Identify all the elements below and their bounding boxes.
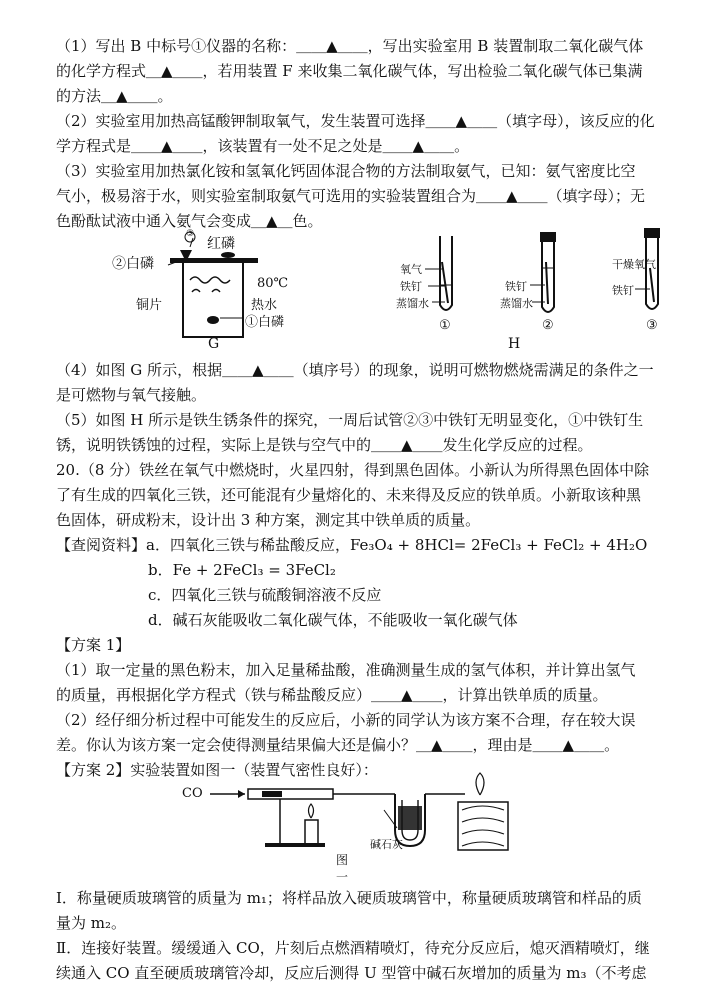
label: 干燥氧气 bbox=[612, 258, 656, 271]
label: 铁钉 bbox=[505, 280, 527, 293]
figure-caption: 图一 bbox=[336, 853, 349, 884]
text-line: 气小，极易溶于水，则实验室制取氨气可选用的实验装置组合为＿＿▲＿＿（填字母）；无 bbox=[56, 187, 646, 205]
text-line: （4）如图 G 所示，根据＿＿▲＿＿（填序号）的现象，说明可燃物燃烧需满足的条件之一 bbox=[56, 361, 654, 379]
label: 铁钉 bbox=[400, 280, 422, 293]
text-line: 量为 m₂。 bbox=[56, 914, 127, 932]
label: 80℃ bbox=[257, 276, 289, 291]
text-line: 锈，说明铁锈蚀的过程，实际上是铁与空气中的＿＿▲＿＿发生化学反应的过程。 bbox=[56, 436, 593, 454]
label: 碱石灰 bbox=[370, 838, 403, 851]
figure-caption: G bbox=[208, 336, 220, 352]
label: 蒸馏水 bbox=[500, 297, 533, 310]
label: 蒸馏水 bbox=[396, 297, 429, 310]
text-line: Ⅱ．连接好装置。缓缓通入 CO，片刻后点燃酒精喷灯，待充分反应后，熄灭酒精喷灯，继 bbox=[56, 939, 650, 957]
text-line: 了有生成的四氧化三铁，还可能混有少量熔化的、未来得及反应的铁单质。小新取该种黑 bbox=[56, 486, 642, 504]
label: ③ bbox=[646, 318, 658, 333]
label: 氧气 bbox=[400, 263, 422, 276]
text-line: 的化学方程式＿▲＿＿，若用装置 F 来收集二氧化碳气体，写出检验二氧化碳气体已集满 bbox=[56, 62, 643, 80]
text-line: Ⅰ．称量硬质玻璃管的质量为 m₁；将样品放入硬质玻璃管中，称量硬质玻璃管和样品的质 bbox=[56, 889, 642, 907]
text-line: c．四氧化三铁与硫酸铜溶液不反应 bbox=[148, 586, 382, 604]
text-line: 差。你认为该方案一定会使得测量结果偏大还是偏小？＿▲＿＿，理由是＿＿▲＿＿。 bbox=[56, 736, 620, 754]
label: ③ bbox=[186, 229, 195, 239]
label: 热水 bbox=[251, 298, 278, 313]
label: ②白磷 bbox=[112, 256, 154, 272]
text-line: （1）取一定量的黑色粉末，加入足量稀盐酸，准确测量生成的氢气体积，并计算出氢气 bbox=[56, 661, 636, 679]
label: 铜片 bbox=[136, 298, 163, 313]
text-line: （2）实验室用加热高锰酸钾制取氧气，发生装置可选择＿＿▲＿＿（填字母），该反应的化 bbox=[56, 112, 655, 130]
label: ② bbox=[542, 318, 554, 333]
figure-caption: H bbox=[508, 336, 521, 352]
text-line: （1）写出 B 中标号①仪器的名称：＿＿▲＿＿，写出实验室用 B 装置制取二氧化碳气体 bbox=[56, 37, 644, 55]
label: CO bbox=[182, 786, 203, 801]
text-line: 【方案 1】 bbox=[56, 636, 131, 654]
text-line: 20.（8 分）铁丝在氧气中燃烧时，火星四射，得到黑色固体。小新认为所得黑色固体中除 bbox=[56, 461, 650, 479]
text-line: 续通入 CO 直至硬质玻璃管冷却，反应后测得 U 型管中碱石灰增加的质量为 m₃（不考虑 bbox=[56, 964, 647, 982]
text-line: 【方案 2】实验装置如图一（装置气密性良好）： bbox=[56, 761, 378, 779]
text-line: d．碱石灰能吸收二氧化碳气体，不能吸收一氧化碳气体 bbox=[148, 611, 518, 629]
text-line: （5）如图 H 所示是铁生锈条件的探究，一周后试管②③中铁钉无明显变化，①中铁钉生 bbox=[56, 411, 644, 429]
text-line: 【查阅资料】a．四氧化三铁与稀盐酸反应，Fe₃O₄ + 8HCl= 2FeCl₃ + FeCl₂ + 4H₂O bbox=[56, 536, 648, 554]
label: ①白磷 bbox=[245, 315, 285, 330]
text-line: 的方法＿▲＿＿。 bbox=[56, 87, 173, 105]
label: ① bbox=[439, 318, 451, 333]
text-line: 学方程式是＿＿▲＿＿，该装置有一处不足之处是＿＿▲＿＿。 bbox=[56, 137, 470, 155]
text-line: 的质量，再根据化学方程式（铁与稀盐酸反应）＿＿▲＿＿，计算出铁单质的质量。 bbox=[56, 686, 608, 704]
label: 铁钉 bbox=[612, 284, 634, 297]
text-line: （3）实验室用加热氯化铵和氢氧化钙固体混合物的方法制取氨气，已知：氨气密度比空 bbox=[56, 162, 636, 180]
text-line: b．Fe + 2FeCl₃ = 3FeCl₂ bbox=[148, 561, 336, 579]
text-line: 色酚酞试液中通入氨气会变成＿▲＿色。 bbox=[56, 212, 323, 230]
text-line: 是可燃物与氧气接触。 bbox=[56, 386, 207, 404]
label: 红磷 bbox=[207, 236, 235, 252]
text-line: （2）经仔细分析过程中可能发生的反应后，小新的同学认为该方案不合理，存在较大误 bbox=[56, 711, 636, 729]
text-line: 色固体，研成粉末，设计出 3 种方案，测定其中铁单质的质量。 bbox=[56, 511, 481, 529]
